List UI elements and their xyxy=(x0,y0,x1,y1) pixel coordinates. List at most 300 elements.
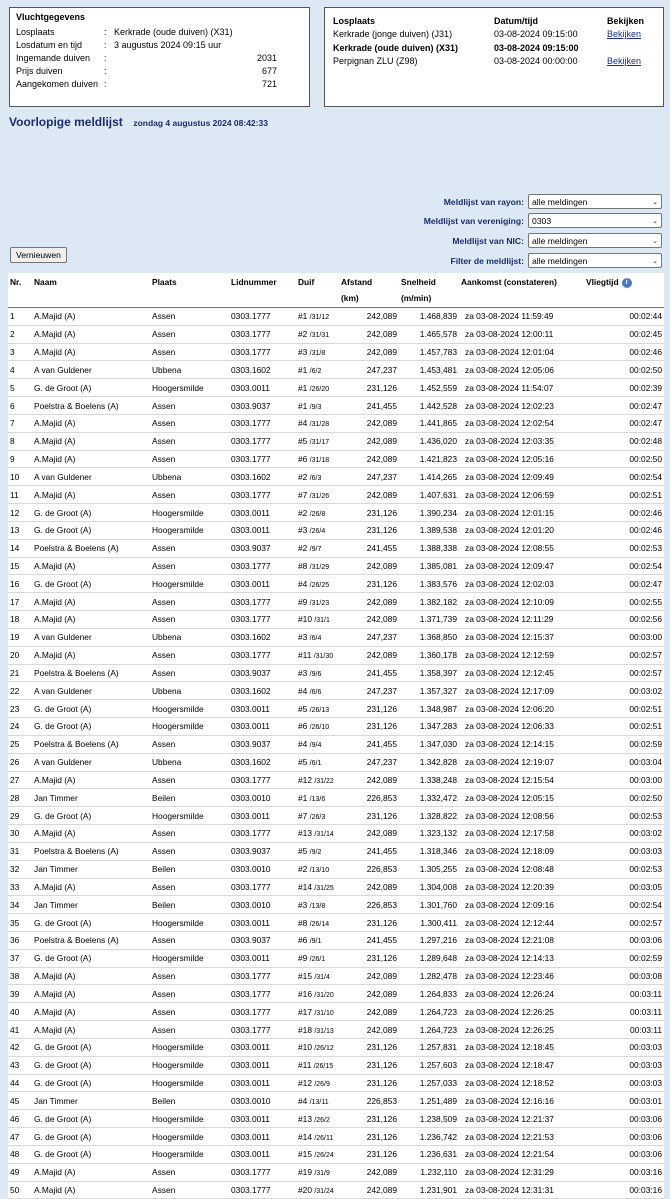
cell-lidnummer: 0303.0011 xyxy=(229,807,296,825)
duif-series: /9/1 xyxy=(309,938,322,946)
cell-naam: A.Majid (A) xyxy=(32,878,150,896)
duif-series: /31/30 xyxy=(313,653,334,661)
cell-aankomst: za 03-08-2024 12:06:33 xyxy=(459,718,584,736)
cell-naam: G. de Groot (A) xyxy=(32,575,150,593)
page-title: Voorlopige meldlijst xyxy=(9,115,123,129)
cell-duif xyxy=(296,860,339,878)
cell-duif xyxy=(296,308,339,326)
cell-vliegtijd: 00:03:00 xyxy=(584,628,664,646)
cell-snelheid: 1.457,783 xyxy=(399,343,459,361)
cell-snelheid: 1.301,760 xyxy=(399,896,459,914)
cell-lidnummer: 0303.1777 xyxy=(229,308,296,326)
header-snelheid xyxy=(399,273,459,308)
release-list-panel xyxy=(324,7,664,107)
table-row xyxy=(8,682,664,700)
cell-snelheid: 1.442,528 xyxy=(399,397,459,415)
table-row xyxy=(8,325,664,343)
header-plaats: Plaats xyxy=(150,273,229,308)
cell-vliegtijd: 00:02:47 xyxy=(584,414,664,432)
cell-afstand: 247,237 xyxy=(339,468,399,486)
cell-naam: A.Majid (A) xyxy=(32,1003,150,1021)
cell-afstand: 242,089 xyxy=(339,308,399,326)
cell-duif xyxy=(296,450,339,468)
cell-lidnummer: 0303.9037 xyxy=(229,664,296,682)
cell-aankomst: za 03-08-2024 12:14:13 xyxy=(459,949,584,967)
flight-info-label: Aangekomen duiven xyxy=(16,79,99,90)
cell-duif xyxy=(296,468,339,486)
duif-number: #13 xyxy=(298,828,312,839)
cell-afstand: 242,089 xyxy=(339,967,399,985)
cell-afstand: 242,089 xyxy=(339,486,399,504)
duif-number: #14 xyxy=(298,881,312,892)
cell-plaats: Hoogersmilde xyxy=(150,1074,229,1092)
cell-aankomst: za 03-08-2024 11:54:07 xyxy=(459,379,584,397)
cell-plaats: Hoogersmilde xyxy=(150,575,229,593)
cell-vliegtijd: 00:02:55 xyxy=(584,593,664,611)
table-row xyxy=(8,397,664,415)
cell-naam: A.Majid (A) xyxy=(32,825,150,843)
cell-plaats: Assen xyxy=(150,842,229,860)
duif-number: #2 xyxy=(298,329,308,340)
cell-plaats: Assen xyxy=(150,878,229,896)
flight-info-value: 721 xyxy=(261,79,277,90)
cell-duif xyxy=(296,1128,339,1146)
cell-aankomst: za 03-08-2024 12:02:03 xyxy=(459,575,584,593)
cell-snelheid: 1.305,255 xyxy=(399,860,459,878)
cell-aankomst: za 03-08-2024 12:12:44 xyxy=(459,914,584,932)
cell-plaats: Assen xyxy=(150,735,229,753)
cell-nr: 22 xyxy=(8,682,32,700)
cell-naam: G. de Groot (A) xyxy=(32,807,150,825)
cell-vliegtijd: 00:03:02 xyxy=(584,682,664,700)
table-row xyxy=(8,1163,664,1181)
cell-lidnummer: 0303.1777 xyxy=(229,1021,296,1039)
cell-vliegtijd: 00:03:16 xyxy=(584,1181,664,1199)
cell-plaats: Beilen xyxy=(150,789,229,807)
duif-series: /31/8 xyxy=(309,350,326,358)
cell-aankomst: za 03-08-2024 12:26:24 xyxy=(459,985,584,1003)
cell-nr: 26 xyxy=(8,753,32,771)
chevron-down-icon: ⌄ xyxy=(652,198,658,206)
table-row xyxy=(8,486,664,504)
cell-nr: 24 xyxy=(8,718,32,736)
cell-lidnummer: 0303.0010 xyxy=(229,896,296,914)
cell-lidnummer: 0303.0011 xyxy=(229,1110,296,1128)
duif-series: /31/9 xyxy=(314,1170,330,1178)
cell-nr: 25 xyxy=(8,735,32,753)
cell-duif xyxy=(296,1021,339,1039)
table-row xyxy=(8,593,664,611)
cell-duif xyxy=(296,1181,339,1199)
cell-lidnummer: 0303.1777 xyxy=(229,343,296,361)
cell-vliegtijd: 00:03:08 xyxy=(584,967,664,985)
release-header-view: Bekijken xyxy=(607,15,645,26)
header-aankomst: Aankomst (constateren) xyxy=(459,273,584,308)
cell-duif xyxy=(296,682,339,700)
table-row xyxy=(8,718,664,736)
duif-series: /31/12 xyxy=(309,314,330,322)
cell-aankomst: za 03-08-2024 12:05:15 xyxy=(459,789,584,807)
cell-snelheid: 1.357,327 xyxy=(399,682,459,700)
duif-series: /6/6 xyxy=(309,688,322,696)
cell-afstand: 231,126 xyxy=(339,379,399,397)
flight-info-separator: : xyxy=(104,66,107,77)
cell-snelheid: 1.347,030 xyxy=(399,735,459,753)
duif-series: /31/14 xyxy=(314,831,334,839)
cell-naam: A.Majid (A) xyxy=(32,771,150,789)
chevron-down-icon: ⌄ xyxy=(652,257,658,265)
cell-plaats: Assen xyxy=(150,325,229,343)
release-view-link[interactable]: Bekijken xyxy=(607,29,642,40)
cell-plaats: Assen xyxy=(150,450,229,468)
cell-nr: 34 xyxy=(8,896,32,914)
duif-number: #3 xyxy=(298,525,308,536)
cell-aankomst: za 03-08-2024 12:00:11 xyxy=(459,325,584,343)
cell-duif xyxy=(296,1003,339,1021)
release-datetime: 03-08-2024 09:15:00 xyxy=(494,42,579,53)
duif-number: #5 xyxy=(298,436,308,447)
cell-aankomst: za 03-08-2024 12:21:37 xyxy=(459,1110,584,1128)
cell-afstand: 231,126 xyxy=(339,1056,399,1074)
duif-series: /31/26 xyxy=(309,492,330,500)
duif-series: /31/10 xyxy=(314,1009,334,1017)
cell-lidnummer: 0303.1777 xyxy=(229,486,296,504)
table-row xyxy=(8,1181,664,1199)
cell-plaats: Ubbena xyxy=(150,753,229,771)
duif-number: #1 xyxy=(298,400,308,411)
cell-snelheid: 1.360,178 xyxy=(399,646,459,664)
cell-snelheid: 1.264,723 xyxy=(399,1003,459,1021)
cell-plaats: Assen xyxy=(150,557,229,575)
header-nr: Nr. xyxy=(8,273,32,308)
cell-nr: 5 xyxy=(8,379,32,397)
duif-number: #10 xyxy=(298,1042,312,1053)
cell-vliegtijd: 00:03:06 xyxy=(584,1110,664,1128)
table-row xyxy=(8,825,664,843)
duif-series: /9/7 xyxy=(309,546,322,554)
cell-plaats: Assen xyxy=(150,664,229,682)
filter-select[interactable] xyxy=(528,213,662,228)
cell-aankomst: za 03-08-2024 12:08:55 xyxy=(459,539,584,557)
cell-snelheid: 1.264,723 xyxy=(399,1021,459,1039)
cell-vliegtijd: 00:03:06 xyxy=(584,931,664,949)
cell-plaats: Assen xyxy=(150,985,229,1003)
cell-snelheid: 1.257,033 xyxy=(399,1074,459,1092)
cell-snelheid: 1.465,578 xyxy=(399,325,459,343)
duif-number: #5 xyxy=(298,757,308,768)
cell-vliegtijd: 00:03:11 xyxy=(584,1021,664,1039)
duif-number: #8 xyxy=(298,561,308,571)
duif-series: /13/6 xyxy=(309,795,326,803)
cell-plaats: Hoogersmilde xyxy=(150,718,229,736)
duif-series: /31/17 xyxy=(309,439,330,447)
cell-aankomst: za 03-08-2024 12:31:29 xyxy=(459,1163,584,1181)
duif-series: /26/11 xyxy=(314,1134,334,1142)
cell-lidnummer: 0303.1777 xyxy=(229,878,296,896)
cell-aankomst: za 03-08-2024 12:03:35 xyxy=(459,432,584,450)
duif-series: /26/10 xyxy=(309,724,330,732)
duif-number: #7 xyxy=(298,810,308,821)
table-row xyxy=(8,789,664,807)
cell-nr: 21 xyxy=(8,664,32,682)
cell-lidnummer: 0303.1777 xyxy=(229,450,296,468)
flight-info-label: Ingemande duiven xyxy=(16,52,91,63)
cell-lidnummer: 0303.1777 xyxy=(229,414,296,432)
table-row xyxy=(8,878,664,896)
cell-plaats: Hoogersmilde xyxy=(150,521,229,539)
duif-series: /31/24 xyxy=(314,1187,334,1195)
cell-lidnummer: 0303.1777 xyxy=(229,557,296,575)
cell-vliegtijd: 00:02:54 xyxy=(584,896,664,914)
cell-afstand: 231,126 xyxy=(339,1038,399,1056)
duif-series: /31/4 xyxy=(314,974,330,982)
duif-series: /26/12 xyxy=(314,1045,334,1053)
cell-naam: A van Guldener xyxy=(32,753,150,771)
cell-afstand: 231,126 xyxy=(339,521,399,539)
cell-snelheid: 1.318,346 xyxy=(399,842,459,860)
cell-lidnummer: 0303.0011 xyxy=(229,504,296,522)
release-row xyxy=(333,28,655,42)
cell-duif xyxy=(296,664,339,682)
cell-duif xyxy=(296,486,339,504)
cell-plaats: Assen xyxy=(150,486,229,504)
cell-lidnummer: 0303.0011 xyxy=(229,949,296,967)
cell-vliegtijd: 00:02:57 xyxy=(584,914,664,932)
cell-lidnummer: 0303.0011 xyxy=(229,1145,296,1163)
cell-nr: 41 xyxy=(8,1021,32,1039)
cell-plaats: Beilen xyxy=(150,896,229,914)
flight-info-value: Kerkrade (oude duiven) (X31) xyxy=(114,26,233,37)
cell-lidnummer: 0303.1602 xyxy=(229,361,296,379)
cell-naam: G. de Groot (A) xyxy=(32,718,150,736)
filter-select[interactable] xyxy=(528,233,662,248)
cell-aankomst: za 03-08-2024 12:11:29 xyxy=(459,611,584,629)
duif-series: /26/20 xyxy=(309,385,330,393)
cell-duif xyxy=(296,718,339,736)
filter-row xyxy=(444,194,662,209)
cell-naam: G. de Groot (A) xyxy=(32,1128,150,1146)
cell-afstand: 226,853 xyxy=(339,789,399,807)
cell-naam: G. de Groot (A) xyxy=(32,379,150,397)
release-place: Kerkrade (jonge duiven) (J31) xyxy=(333,29,453,40)
cell-nr: 23 xyxy=(8,700,32,718)
cell-nr: 14 xyxy=(8,539,32,557)
cell-duif xyxy=(296,432,339,450)
cell-naam: G. de Groot (A) xyxy=(32,949,150,967)
table-row xyxy=(8,1092,664,1110)
cell-snelheid: 1.297,216 xyxy=(399,931,459,949)
cell-duif xyxy=(296,967,339,985)
cell-plaats: Assen xyxy=(150,771,229,789)
cell-afstand: 241,455 xyxy=(339,539,399,557)
cell-vliegtijd: 00:02:44 xyxy=(584,308,664,326)
cell-lidnummer: 0303.1602 xyxy=(229,628,296,646)
table-row xyxy=(8,735,664,753)
cell-lidnummer: 0303.1777 xyxy=(229,432,296,450)
cell-naam: Jan Timmer xyxy=(32,860,150,878)
table-row xyxy=(8,1074,664,1092)
cell-plaats: Assen xyxy=(150,432,229,450)
duif-number: #7 xyxy=(298,489,308,500)
release-view-link[interactable]: Bekijken xyxy=(607,56,642,67)
cell-afstand: 231,126 xyxy=(339,1145,399,1163)
cell-aankomst: za 03-08-2024 12:15:37 xyxy=(459,628,584,646)
cell-duif xyxy=(296,361,339,379)
duif-series: /6/1 xyxy=(309,760,322,768)
cell-naam: A.Majid (A) xyxy=(32,414,150,432)
cell-vliegtijd: 00:02:46 xyxy=(584,521,664,539)
duif-series: /31/28 xyxy=(309,421,330,429)
cell-nr: 49 xyxy=(8,1163,32,1181)
duif-number: #1 xyxy=(298,792,308,803)
cell-afstand: 226,853 xyxy=(339,896,399,914)
table-row xyxy=(8,379,664,397)
cell-duif xyxy=(296,771,339,789)
cell-nr: 8 xyxy=(8,432,32,450)
results-table xyxy=(8,273,664,1199)
cell-nr: 42 xyxy=(8,1038,32,1056)
cell-aankomst: za 03-08-2024 12:01:20 xyxy=(459,521,584,539)
flight-info-value: 2031 xyxy=(256,52,277,63)
cell-lidnummer: 0303.0011 xyxy=(229,718,296,736)
cell-naam: A.Majid (A) xyxy=(32,1021,150,1039)
table-row xyxy=(8,1145,664,1163)
cell-nr: 29 xyxy=(8,807,32,825)
cell-afstand: 242,089 xyxy=(339,1021,399,1039)
cell-vliegtijd: 00:02:59 xyxy=(584,949,664,967)
release-place: Kerkrade (oude duiven) (X31) xyxy=(333,42,459,53)
table-row xyxy=(8,700,664,718)
cell-snelheid: 1.338,248 xyxy=(399,771,459,789)
cell-naam: Poelstra & Boelens (A) xyxy=(32,539,150,557)
cell-plaats: Hoogersmilde xyxy=(150,807,229,825)
flight-info-row xyxy=(16,78,303,91)
cell-vliegtijd: 00:03:16 xyxy=(584,1163,664,1181)
cell-duif xyxy=(296,397,339,415)
cell-nr: 18 xyxy=(8,611,32,629)
cell-vliegtijd: 00:02:53 xyxy=(584,860,664,878)
flight-info-label: Prijs duiven xyxy=(16,66,63,77)
cell-naam: G. de Groot (A) xyxy=(32,521,150,539)
filter-select[interactable] xyxy=(528,194,662,209)
table-row xyxy=(8,1021,664,1039)
cell-duif xyxy=(296,521,339,539)
cell-plaats: Assen xyxy=(150,931,229,949)
duif-series: /13/11 xyxy=(309,1098,329,1106)
cell-aankomst: za 03-08-2024 12:09:47 xyxy=(459,557,584,575)
cell-nr: 38 xyxy=(8,967,32,985)
cell-snelheid: 1.300,411 xyxy=(399,914,459,932)
cell-snelheid: 1.358,397 xyxy=(399,664,459,682)
cell-afstand: 242,089 xyxy=(339,414,399,432)
cell-snelheid: 1.304,008 xyxy=(399,878,459,896)
cell-aankomst: za 03-08-2024 12:26:25 xyxy=(459,1003,584,1021)
cell-naam: A.Majid (A) xyxy=(32,985,150,1003)
cell-naam: G. de Groot (A) xyxy=(32,1056,150,1074)
cell-afstand: 242,089 xyxy=(339,1163,399,1181)
duif-series: /31/20 xyxy=(314,991,334,999)
cell-snelheid: 1.251,489 xyxy=(399,1092,459,1110)
duif-number: #4 xyxy=(298,578,308,589)
flight-info-row xyxy=(16,51,303,64)
header-lidnummer: Lidnummer xyxy=(229,273,296,308)
cell-lidnummer: 0303.1777 xyxy=(229,771,296,789)
cell-plaats: Hoogersmilde xyxy=(150,1038,229,1056)
cell-snelheid: 1.414,265 xyxy=(399,468,459,486)
duif-number: #1 xyxy=(298,364,308,375)
duif-number: #5 xyxy=(298,703,308,714)
duif-series: /26/2 xyxy=(314,1116,330,1124)
cell-duif xyxy=(296,842,339,860)
cell-lidnummer: 0303.0011 xyxy=(229,575,296,593)
cell-nr: 32 xyxy=(8,860,32,878)
cell-lidnummer: 0303.1602 xyxy=(229,753,296,771)
refresh-button[interactable]: Vernieuwen xyxy=(10,247,67,263)
cell-nr: 35 xyxy=(8,914,32,932)
cell-aankomst: za 03-08-2024 12:05:16 xyxy=(459,450,584,468)
cell-plaats: Hoogersmilde xyxy=(150,504,229,522)
cell-vliegtijd: 00:02:57 xyxy=(584,664,664,682)
cell-lidnummer: 0303.9037 xyxy=(229,931,296,949)
cell-duif xyxy=(296,557,339,575)
cell-snelheid: 1.368,850 xyxy=(399,628,459,646)
duif-series: /13/10 xyxy=(309,867,330,875)
cell-nr: 10 xyxy=(8,468,32,486)
cell-lidnummer: 0303.0011 xyxy=(229,1074,296,1092)
cell-aankomst: za 03-08-2024 12:12:45 xyxy=(459,664,584,682)
cell-aankomst: za 03-08-2024 12:06:59 xyxy=(459,486,584,504)
cell-naam: Poelstra & Boelens (A) xyxy=(32,931,150,949)
table-header-row xyxy=(8,273,664,308)
cell-afstand: 242,089 xyxy=(339,1181,399,1199)
info-icon[interactable]: i xyxy=(622,278,632,288)
filter-select[interactable] xyxy=(528,253,662,268)
cell-naam: G. de Groot (A) xyxy=(32,700,150,718)
cell-lidnummer: 0303.1602 xyxy=(229,682,296,700)
release-header-datetime: Datum/tijd xyxy=(494,15,538,26)
cell-naam: A van Guldener xyxy=(32,468,150,486)
flight-info-separator: : xyxy=(104,79,107,90)
cell-nr: 19 xyxy=(8,628,32,646)
cell-aankomst: za 03-08-2024 12:08:56 xyxy=(459,807,584,825)
cell-aankomst: za 03-08-2024 12:18:47 xyxy=(459,1056,584,1074)
flight-info-separator: : xyxy=(104,39,107,50)
cell-afstand: 242,089 xyxy=(339,1003,399,1021)
cell-snelheid: 1.453,481 xyxy=(399,361,459,379)
cell-afstand: 242,089 xyxy=(339,343,399,361)
table-row xyxy=(8,504,664,522)
duif-series: /31/31 xyxy=(309,332,330,340)
cell-afstand: 241,455 xyxy=(339,397,399,415)
cell-duif xyxy=(296,1038,339,1056)
duif-series: /31/18 xyxy=(309,457,330,465)
cell-nr: 7 xyxy=(8,414,32,432)
cell-vliegtijd: 00:03:04 xyxy=(584,753,664,771)
cell-lidnummer: 0303.0010 xyxy=(229,1092,296,1110)
duif-series: /26/13 xyxy=(309,706,330,714)
cell-vliegtijd: 00:03:03 xyxy=(584,1074,664,1092)
cell-plaats: Assen xyxy=(150,611,229,629)
table-row xyxy=(8,1056,664,1074)
cell-naam: G. de Groot (A) xyxy=(32,504,150,522)
cell-aankomst: za 03-08-2024 12:18:09 xyxy=(459,842,584,860)
cell-nr: 11 xyxy=(8,486,32,504)
cell-snelheid: 1.238,509 xyxy=(399,1110,459,1128)
table-row xyxy=(8,807,664,825)
cell-afstand: 242,089 xyxy=(339,557,399,575)
cell-duif xyxy=(296,914,339,932)
duif-series: /31/1 xyxy=(314,617,330,625)
